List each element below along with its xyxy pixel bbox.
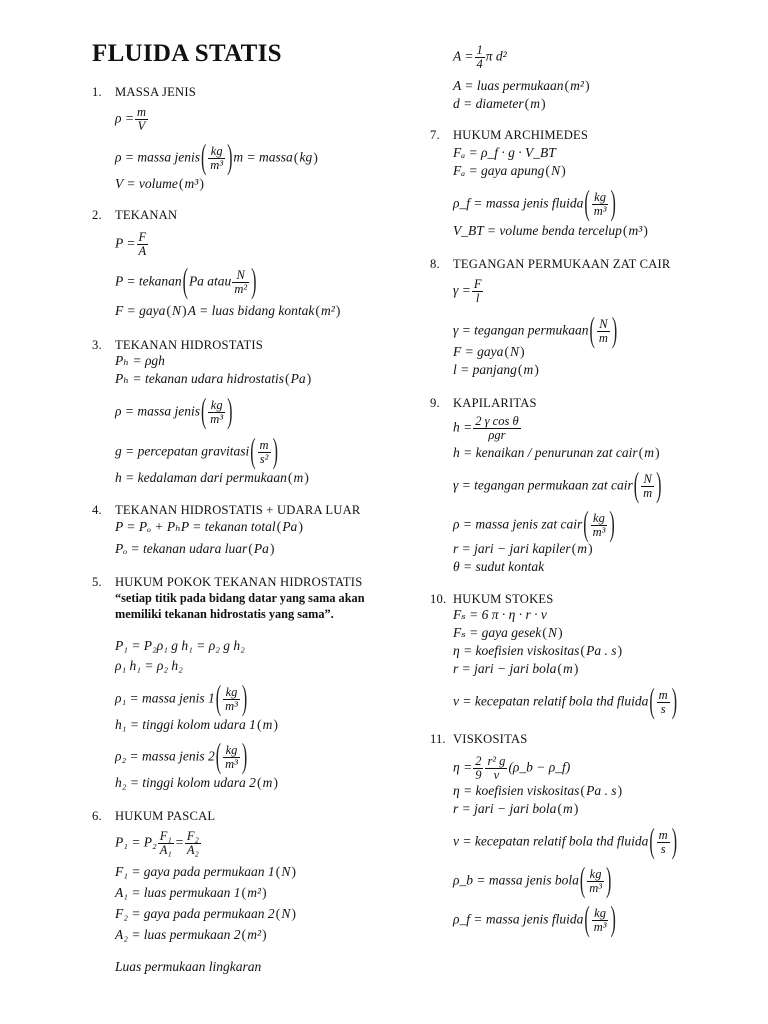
formula-line: Fₐ = ρ_f · g · V_BT	[453, 145, 556, 160]
page-title: FLUIDA STATIS	[92, 40, 282, 67]
definition-line: ρ₁ = massa jenis 1( $\frac{kg}{\text{m³}}$ )	[115, 679, 248, 718]
definition-line: Pₒ = tekanan udara luar(Pa)	[115, 541, 275, 557]
section-massa-jenis	[92, 84, 422, 192]
formula-line: A = $\frac{1}{4}$ π d²	[453, 43, 507, 71]
formula-line: Fₛ = 6 π · η · r · v	[453, 607, 547, 622]
definition-line: d = diameter(m)	[453, 96, 546, 112]
section-hukum-pascal	[92, 808, 422, 974]
section-heading: 10. HUKUM STOKES	[430, 592, 554, 606]
section-heading: 9. KAPILARITAS	[430, 396, 537, 410]
definition-line: Pₕ = tekanan udara hidrostatis(Pa)	[115, 371, 312, 387]
definition-line: h₂ = tinggi kolom udara 2(m)	[115, 775, 279, 791]
definition-line: ρ = massa jenis( $\frac{kg}{\text{m³}}$ )	[115, 392, 233, 431]
definition-line: Fₛ = gaya gesek(N)	[453, 625, 563, 641]
section-heading: 8. TEGANGAN PERMUKAAN ZAT CAIR	[430, 257, 671, 271]
note-line: Luas permukaan lingkaran	[115, 959, 262, 974]
formula-line: ρ = $\frac{m}{V}$	[115, 105, 146, 133]
section-tekanan-udara-luar	[92, 502, 422, 557]
section-heading: 1. MASSA JENIS	[92, 85, 196, 99]
definition-line: ρ_b = massa jenis bola( $\frac{kg}{\text{m³}}$ )	[453, 861, 612, 900]
definition-line: γ = tegangan permukaan( $\frac{N}{m}$ )	[453, 311, 618, 350]
section-heading: 4. TEKANAN HIDROSTATIS + UDARA LUAR	[92, 503, 361, 517]
section-heading: 5. HUKUM POKOK TEKANAN HIDROSTATIS	[92, 575, 363, 589]
definition-line: F = gaya(N)A = luas bidang kontak(m²)	[115, 303, 341, 319]
section-tekanan	[92, 207, 422, 319]
section-heading: 7. HUKUM ARCHIMEDES	[430, 128, 589, 142]
section-heading: 6. HUKUM PASCAL	[92, 809, 216, 823]
definition-line: ρ_f = massa jenis fluida( $\frac{kg}{\text{m³}}$ )	[453, 900, 616, 939]
section-kapilaritas	[430, 395, 760, 574]
formula-line: η = $\frac{2}{9}$ $\frac{\text{r² g}}{v}$ (ρ_b − ρ_f)	[453, 754, 571, 782]
definition-line: r = jari − jari bola(m)	[453, 661, 579, 677]
formula-line: ρ₁ h₁ = ρ₂ h₂	[115, 658, 183, 673]
definition-line: A = luas permukaan(m²)	[453, 78, 590, 94]
definition-line: ρ = massa jenis zat cair( $\frac{kg}{\text{m³}}$ )	[453, 505, 615, 544]
definition-line: ρ₂ = massa jenis 2( $\frac{kg}{\text{m³}}$ )	[115, 737, 248, 776]
definition-line: r = jari − jari kapiler(m)	[453, 541, 593, 557]
definition-line: γ = tegangan permukaan zat cair( $\frac{N}{m}$ )	[453, 466, 662, 505]
formula-line: Pₕ = ρgh	[115, 353, 165, 368]
definition-line: v = kecepatan relatif bola thd fluida( $\frac{m}{s}$ )	[453, 682, 678, 721]
definition-line: Fₐ = gaya apung(N)	[453, 163, 566, 179]
definition-line: v = kecepatan relatif bola thd fluida( $\frac{m}{s}$ )	[453, 822, 678, 861]
section-hukum-pokok	[92, 574, 422, 791]
definition-line: r = jari − jari bola(m)	[453, 801, 579, 817]
definition-line: η = koefisien viskositas(Pa . s)	[453, 643, 623, 659]
formula-line: h = $\frac{\text{2 γ cos θ}}{\text{ρgr}}$	[453, 414, 519, 442]
definition-line: h = kedalaman dari permukaan(m)	[115, 470, 309, 486]
section-heading: 2. TEKANAN	[92, 208, 178, 222]
section-tekanan-hidrostatis	[92, 337, 422, 486]
definition-line: V = volume(m³)	[115, 176, 204, 192]
section-hukum-stokes	[430, 591, 760, 721]
definition-line: V_BT = volume benda tercelup(m³)	[453, 223, 648, 239]
formula-line: P₁ = P₂ρ₁ g h₁ = ρ₂ g h₂	[115, 638, 245, 653]
definition-line: F₂ = gaya pada permukaan 2(N)	[115, 906, 297, 922]
definition-line: l = panjang(m)	[453, 362, 539, 378]
definition-line: h = kenaikan / penurunan zat cair(m)	[453, 445, 660, 461]
definition-line: P = tekanan(Pa atau $\frac{N}{\text{m²}}$ )	[115, 262, 257, 301]
definition-line: A₂ = luas permukaan 2(m²)	[115, 927, 267, 943]
section-hukum-archimedes	[430, 127, 760, 239]
definition-line: ρ_f = massa jenis fluida( $\frac{kg}{\text{m³}}$ )	[453, 184, 616, 223]
section-heading: 3. TEKANAN HIDROSTATIS	[92, 338, 263, 352]
definition-line: h₁ = tinggi kolom udara 1(m)	[115, 717, 279, 733]
section-heading: 11. VISKOSITAS	[430, 732, 528, 746]
formula-line: P = $\frac{F}{A}$	[115, 230, 147, 258]
formula-line: P₁ = P₂ $\frac{\text{F₁}}{\text{A₁}}$ = $\frac{\text{F₂}}{\text{A₂}}$	[115, 829, 199, 857]
section-tegangan-permukaan	[430, 256, 760, 378]
definition-line: θ = sudut kontak	[453, 559, 545, 574]
definition-line: η = koefisien viskositas(Pa . s)	[453, 783, 623, 799]
definition-line: A₁ = luas permukaan 1(m²)	[115, 885, 267, 901]
definition-line: g = percepatan gravitasi( $\frac{m}{\text{s²}}$ )	[115, 432, 278, 471]
definition-line: ρ = massa jenis( $\frac{kg}{\text{m³}}$ )m = massa(kg)	[115, 138, 318, 177]
section-viskositas	[430, 731, 760, 939]
definition-line: F = gaya(N)	[453, 344, 525, 360]
formula-line: γ = $\frac{F}{l}$	[453, 277, 482, 305]
definition-line: F₁ = gaya pada permukaan 1(N)	[115, 864, 297, 880]
principle-quote: “setiap titik pada bidang datar yang sama akan memiliki tekanan hidrostatis yang sama”.	[115, 591, 365, 621]
formula-line: P = Pₒ + PₕP = tekanan total(Pa)	[115, 519, 303, 535]
